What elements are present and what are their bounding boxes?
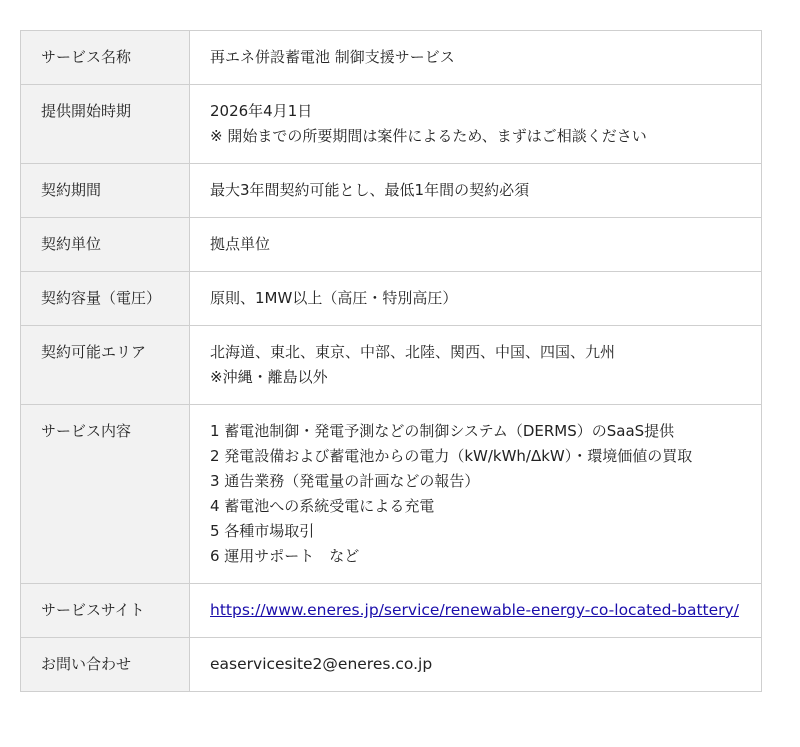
table-row [21,85,762,164]
row-value-contact [190,638,762,692]
row-label-contract-area: 契約可能エリア [21,326,190,405]
list-item: 1 蓄電池制御・発電予測などの制御システム（DERMS）のSaaS提供 [210,422,675,440]
row-label-contract-unit: 契約単位 [21,218,190,272]
row-value-start-date [190,85,762,164]
row-label-contract-period: 契約期間 [21,164,190,218]
table-row [21,638,762,692]
value-line: 原則、1MW以上（高圧・特別高圧） [210,289,458,307]
contact-email: easervicesite2@eneres.co.jp [210,655,433,673]
service-spec-sheet [20,30,762,692]
list-item: 3 通告業務（発電量の計画などの報告） [210,472,480,490]
table-row [21,326,762,405]
row-value-service-site [190,584,762,638]
row-value-contract-area [190,326,762,405]
list-item: 2 発電設備および蓄電池からの電力（kW/kWh/ΔkW）・環境価値の買取 [210,447,693,465]
table-row [21,218,762,272]
row-value-service-content [190,405,762,584]
list-item: 5 各種市場取引 [210,522,315,540]
row-label-contact: お問い合わせ [21,638,190,692]
value-note: ※ 開始までの所要期間は案件によるため、まずはご相談ください [210,127,647,145]
row-value-contract-unit [190,218,762,272]
row-value-contract-period [190,164,762,218]
value-line: 再エネ併設蓄電池 制御支援サービス [210,48,455,66]
row-label-contract-capacity: 契約容量（電圧） [21,272,190,326]
list-item: 4 蓄電池への系統受電による充電 [210,497,435,515]
row-label-service-content: サービス内容 [21,405,190,584]
row-label-service-site: サービスサイト [21,584,190,638]
row-value-service-name [190,31,762,85]
table-row [21,272,762,326]
row-label-service-name: サービス名称 [21,31,190,85]
value-line: 2026年4月1日 [210,102,313,120]
service-spec-table [20,30,762,692]
table-row [21,405,762,584]
table-row [21,31,762,85]
service-site-link[interactable]: https://www.eneres.jp/service/renewable-energy-co-located-battery/ [210,601,739,619]
value-line: 最大3年間契約可能とし、最低1年間の契約必須 [210,181,530,199]
row-value-contract-capacity [190,272,762,326]
list-item: 6 運用サポート など [210,547,360,565]
table-row [21,164,762,218]
row-label-start-date: 提供開始時期 [21,85,190,164]
table-row [21,584,762,638]
value-line: 拠点単位 [210,235,271,253]
value-line: 北海道、東北、東京、中部、北陸、関西、中国、四国、九州 [210,343,616,361]
value-note: ※沖縄・離島以外 [210,368,328,386]
